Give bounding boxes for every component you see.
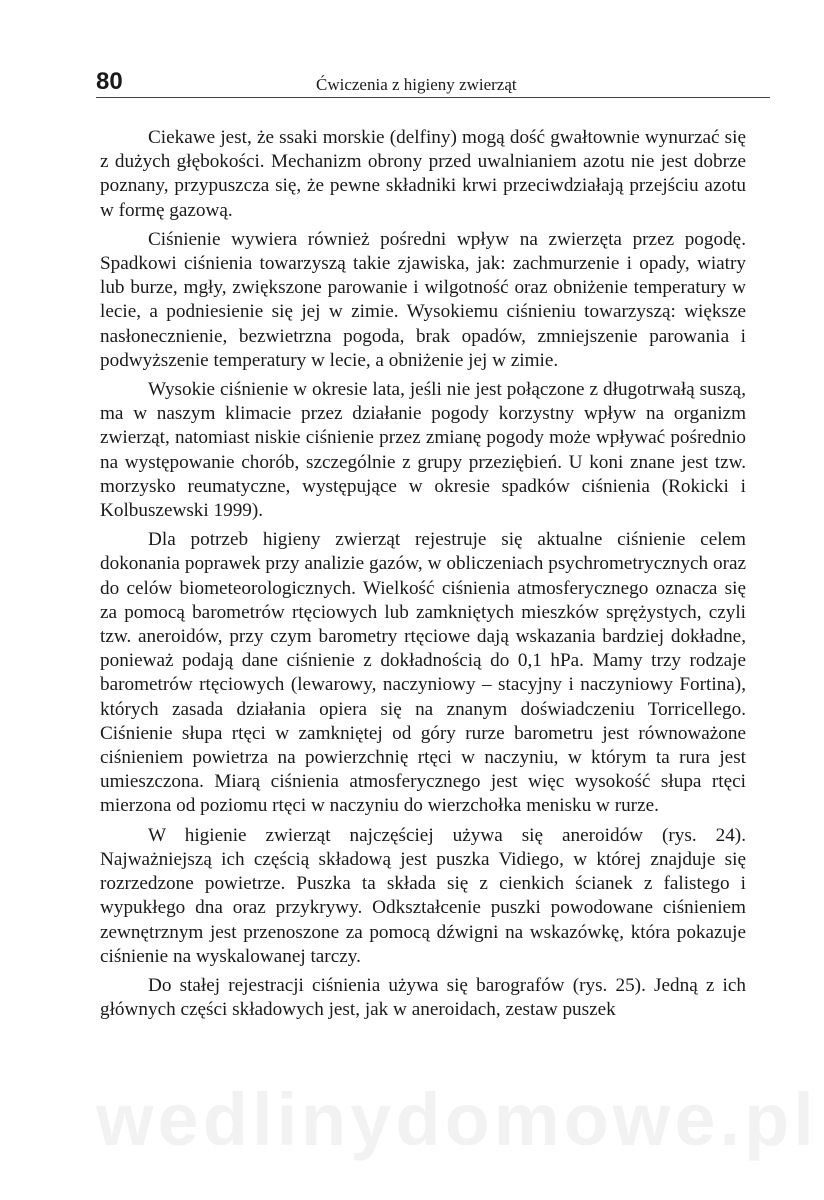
paragraph-2: Ciśnienie wywiera również pośredni wpływ na zwierzęta przez pogodę. Spadkowi ciśnienia towarzyszą takie zjawiska, jak: zachmurzenie i opady, wiatry lub burze, mgły, zwiększone parowanie i wilgotność oraz obniżenie temperatury w lecie, a podniesienie się jej w zimie. Wysokiemu ciśnieniu towarzyszą: większe nasłonecznienie, bezwietrzna pogoda, brak opadów, zmniejszenie parowania i podwyższenie temperatury w lecie, a obniżenie jej w zimie. <box>100 228 746 371</box>
page-number: 80 <box>96 68 123 95</box>
paragraph-1: Ciekawe jest, że ssaki morskie (delfiny) mogą dość gwałtownie wynurzać się z dużych głębokości. Mechanizm obrony przed uwalnianiem azotu nie jest dobrze poznany, przypuszcza się, że pewne składniki krwi przeciwdziałają przejściu azotu w formę gazową. <box>100 127 746 221</box>
body-text <box>100 126 746 1027</box>
page-header <box>96 68 770 98</box>
paragraph-6: Do stałej rejestracji ciśnienia używa się barografów (rys. 25). Jedną z ich głównych części składowych jest, jak w aneroidach, zestaw puszek <box>100 974 746 1021</box>
paragraph-5: W higienie zwierząt najczęściej używa się aneroidów (rys. 24). Najważniejszą ich częścią składową jest puszka Vidiego, w której znajduje się rozrzedzone powietrze. Puszka ta składa się z cienkich ścianek z falistego i wypukłego dna oraz przykrywy. Odkształcenie puszki powodowane ciśnieniem zewnętrznym jest przenoszone za pomocą dźwigni na wskazówkę, która pokazuje ciśnienie na wyskalowanej tarczy. <box>100 824 746 967</box>
running-title: Ćwiczenia z higieny zwierząt <box>316 75 517 94</box>
watermark: wedlinydomowe.pl <box>96 1078 818 1161</box>
paragraph-3: Wysokie ciśnienie w okresie lata, jeśli nie jest połączone z długotrwałą suszą, ma w naszym klimacie przez działanie pogody korzystny wpływ na organizm zwierząt, natomiast niskie ciśnienie przez zmianę pogody może wpływać pośrednio na występowanie chorób, szczególnie z grupy przeziębień. U koni znane jest tzw. morzysko reumatyczne, występujące w okresie spadków ciśnienia (Rokicki i Kolbuszewski 1999). <box>100 379 746 522</box>
paragraph-4: Dla potrzeb higieny zwierząt rejestruje się aktualne ciśnienie celem dokonania poprawek przy analizie gazów, w obliczeniach psychrometrycznych oraz do celów biometeorologicznych. Wielkość ciśnienia atmosferycznego oznacza się za pomocą barometrów rtęciowych lub zamkniętych mieszków sprężystych, czyli tzw. aneroidów, przy czym barometry rtęciowe dają wskazania bardziej dokładne, ponieważ podają dane ciśnienie z dokładnością do 0,1 hPa. Mamy trzy rodzaje barometrów rtęciowych (lewarowy, naczyniowy – stacyjny i naczyniowy Fortina), których zasada działania opiera się na znanym doświadczeniu Torricellego. Ciśnienie słupa rtęci w zamkniętej od góry rurze barometru jest równoważone ciśnieniem powietrza na powierzchnię rtęci w naczyniu, w którym ta rura jest umieszczona. Miarą ciśnienia atmosferycznego jest więc wysokość słupa rtęci mierzona od poziomu rtęci w naczyniu do wierzchołka menisku w rurze. <box>100 529 746 817</box>
header-rule <box>96 97 770 98</box>
